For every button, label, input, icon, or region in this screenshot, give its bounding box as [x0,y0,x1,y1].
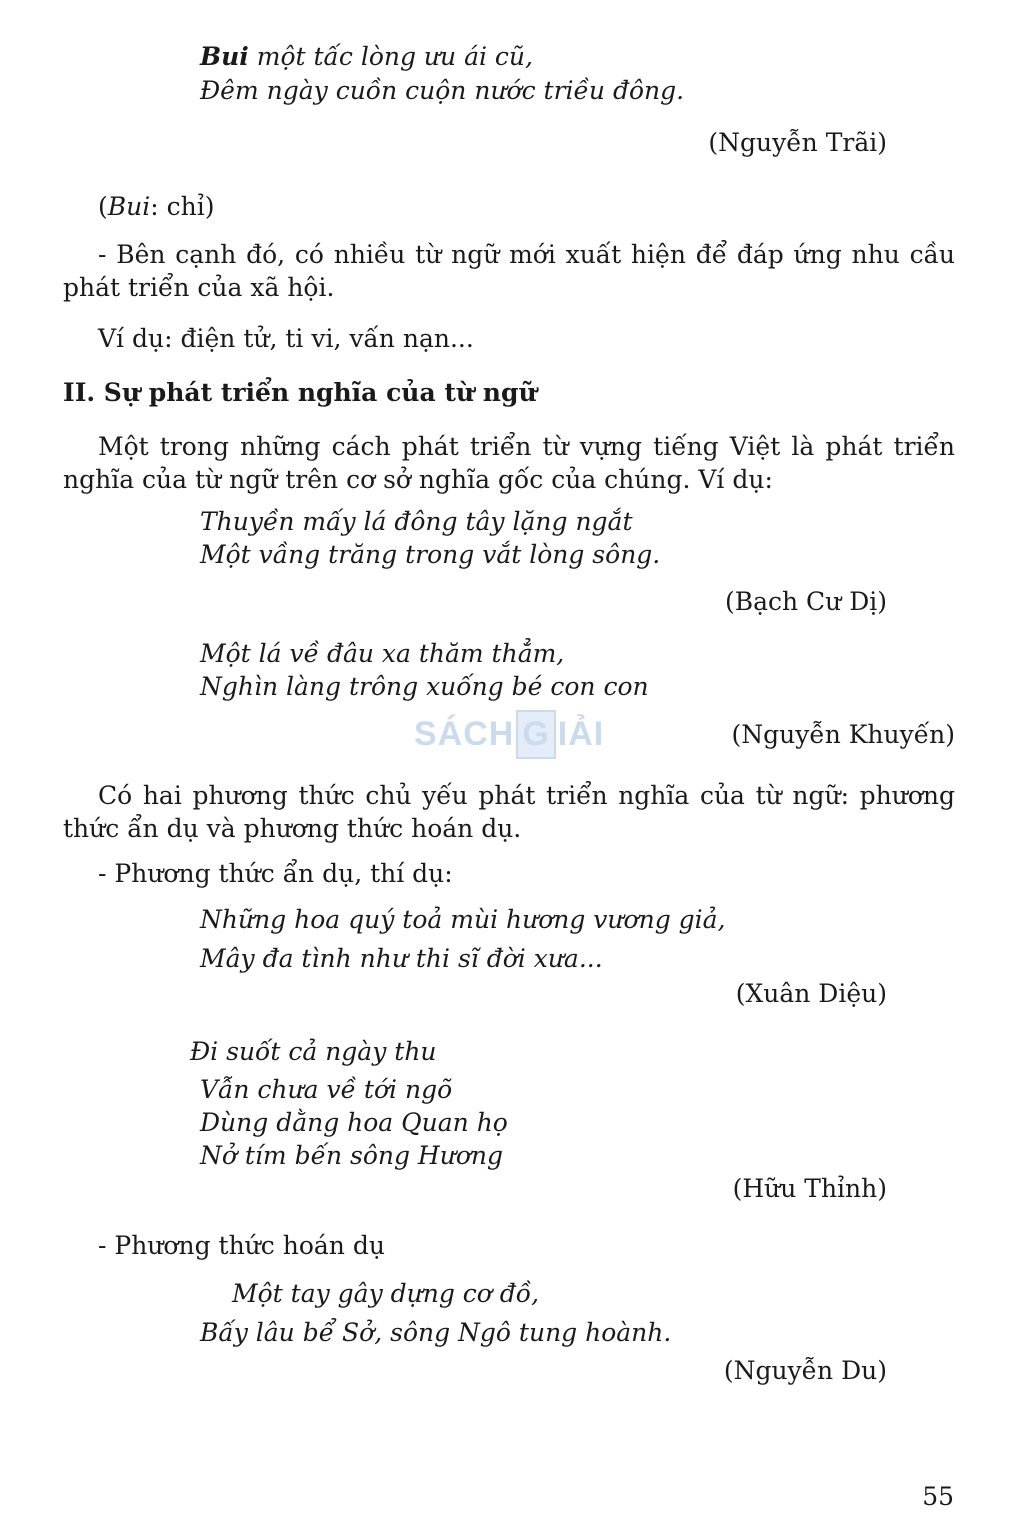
note-rest: : chỉ) [150,192,215,221]
poem6-line2: Bấy lâu bể Sở, sông Ngô tung hoành. [200,1318,672,1347]
poem2-line1: Thuyền mấy lá đông tây lặng ngắt [200,507,633,536]
sachgiai-watermark-logo [414,710,614,782]
watermark-part3: IẢI [557,715,605,753]
note-term: Bui [107,192,151,221]
poem1-keyword: Bui [200,42,249,71]
poem1-line1-rest: một tấc lòng ưu ái cũ, [248,42,533,71]
vocab-note [98,190,214,223]
note-open: ( [98,192,108,221]
poem2-line2: Một vầng trăng trong vắt lòng sông. [200,540,661,569]
bullet-metonymy: - Phương thức hoán dụ [98,1231,385,1260]
poem5-author: (Hữu Thỉnh) [732,1174,887,1203]
poem4-author: (Xuân Diệu) [735,979,887,1008]
bullet-metaphor: - Phương thức ẩn dụ, thí dụ: [98,859,453,888]
paragraph-examples: Ví dụ: điện tử, ti vi, vấn nạn... [98,324,474,353]
paragraph-new-words: - Bên cạnh đó, có nhiều từ ngữ mới xuất hiện để đáp ứng nhu cầu phát triển của xã hội. [63,240,955,302]
watermark-part1: SÁCH [414,715,515,753]
poem4-line2: Mây đa tình như thi sĩ đời xưa... [200,944,603,973]
poem3-line1: Một lá về đâu xa thăm thẳm, [200,639,565,668]
poem1-line1 [200,40,533,73]
poem5-line4: Nở tím bến sông Hương [200,1141,503,1170]
poem2-author: (Bạch Cư Dị) [724,587,887,616]
poem5-line3: Dùng dằng hoa Quan họ [200,1108,508,1137]
paragraph-two-methods: Có hai phương thức chủ yếu phát triển nghĩa của từ ngữ: phương thức ẩn dụ và phương thức hoán dụ. [63,781,955,843]
poem3-line2: Nghìn làng trông xuống bé con con [200,672,649,701]
page-number: 55 [922,1482,954,1511]
poem1-line2: Đêm ngày cuồn cuộn nước triều đông. [200,76,685,105]
paragraph-meaning-development: Một trong những cách phát triển từ vựng tiếng Việt là phát triển nghĩa của từ ngữ trên cơ sở nghĩa gốc của chúng. Ví dụ: [63,432,955,494]
poem5-line2: Vẫn chưa về tới ngõ [200,1075,453,1104]
poem3-author: (Nguyễn Khuyến) [731,720,955,749]
poem1-author: (Nguyễn Trãi) [708,128,887,157]
poem4-line1: Những hoa quý toả mùi hương vương giả, [200,905,726,934]
watermark-g-box: G [516,710,555,759]
section-heading: II. Sự phát triển nghĩa của từ ngữ [63,378,537,407]
poem6-line1: Một tay gây dựng cơ đồ, [232,1279,540,1308]
poem5-line1: Đi suốt cả ngày thu [190,1037,437,1066]
poem6-author: (Nguyễn Du) [723,1356,887,1385]
